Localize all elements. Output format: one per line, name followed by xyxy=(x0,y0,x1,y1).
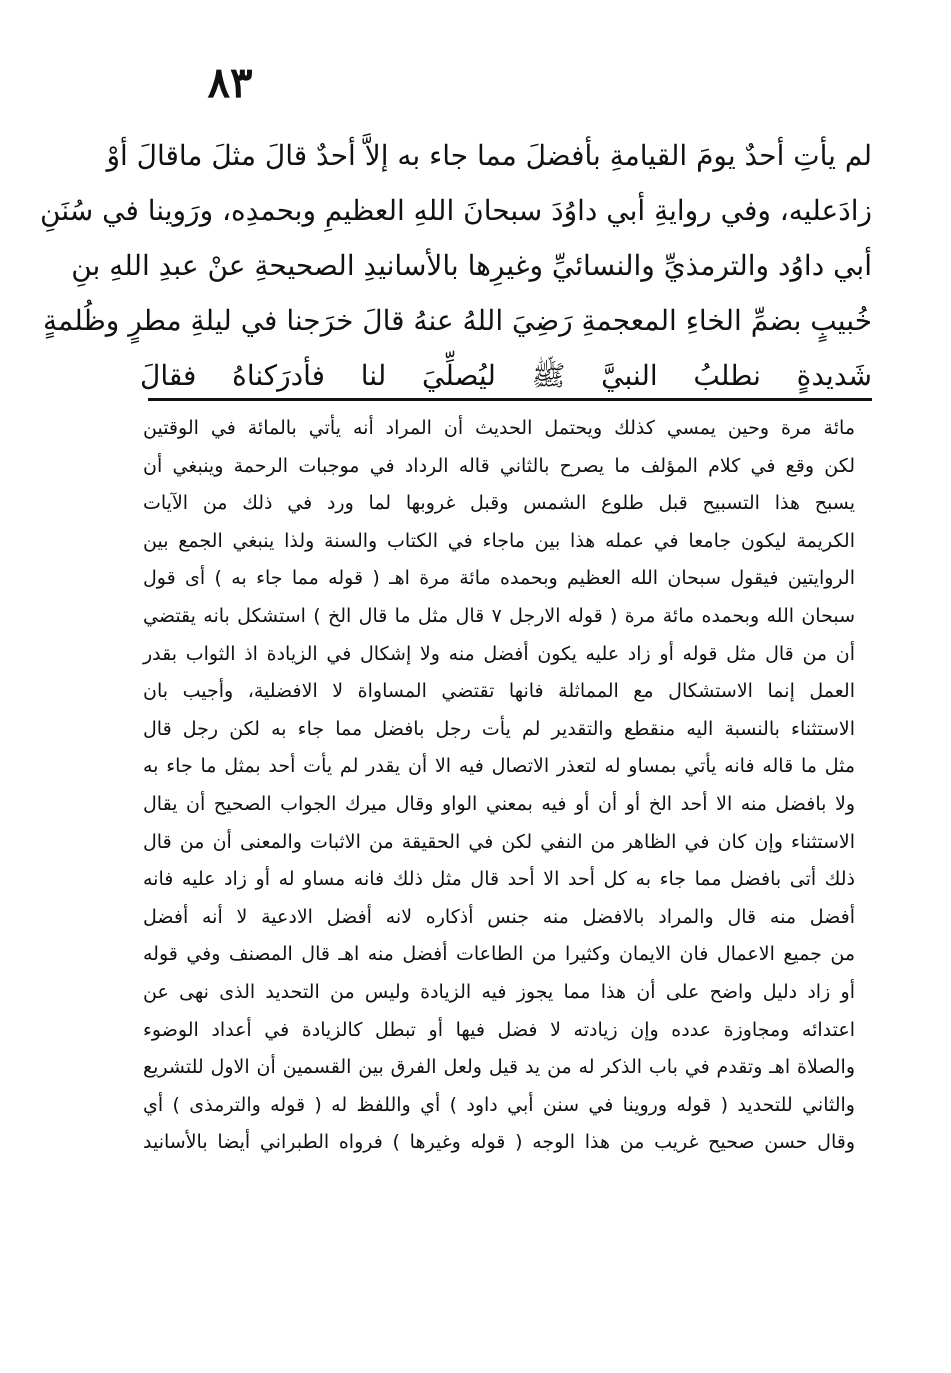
commentary-line: الاستثناء وإن كان في الظاهر من النفي لكن في الحقيقة من الاثبات والمعنى أن من قال xyxy=(143,830,855,853)
commentary-line: ذلك أتى بافضل مما جاء به كل أحد الا أحد قال مثل ذلك فانه مساو له أو زاد عليه فانه xyxy=(143,868,855,891)
commentary-line: لكن وقع في كلام المؤلف ما يصرح بالثاني قاله الرداد في موجبات الرحمة وينبغي أن xyxy=(143,454,855,477)
commentary-line: ولا بافضل منه الا أحد الخ أو أن أو فيه بمعني الواو وقال ميرك الجواب الصحيح أن يقال xyxy=(143,792,855,815)
commentary-line: الكريمة ليكون جامعا في عمله هذا بين ماجاء في الكتاب والسنة ولذا ينبغي الجمع بين xyxy=(143,529,855,552)
commentary-line: الروايتين فيقول سبحان الله العظيم وبحمده مائة مرة اهـ ( قوله مما جاء به ) أى قول xyxy=(143,567,855,590)
page-number: ٨٣ xyxy=(207,58,253,107)
commentary-line: والصلاة اهـ وتقدم في باب الذكر له من يد قيل ولعل الفرق بين القسمين أن الاول للتشريع xyxy=(143,1056,855,1079)
commentary-line: يسبح هذا التسبيح قبل طلوع الشمس وقبل غروبها لما ورد في ذلك من الآيات xyxy=(143,492,855,515)
section-divider xyxy=(148,398,872,401)
commentary-line: سبحان الله وبحمده مائة مرة ( قوله الارجل ٧ قال مثل ما قال الخ ) استشكل بانه يقتضي xyxy=(143,604,855,627)
commentary-text xyxy=(143,410,855,1162)
main-text-line: لم يأتِ أحدٌ يومَ القيامةِ بأفضلَ مما جاء به إلاَّ أحدٌ قالَ مثلَ ماقالَ أوْ xyxy=(106,139,872,172)
main-text-line: خُبيبٍ بضمِّ الخاءِ المعجمةِ رَضِيَ اللهُ عنهُ قالَ خرَجنا في ليلةِ مطرٍ وظُلمةٍ xyxy=(43,304,872,337)
commentary-line: وقال حسن صحيح غريب من هذا الوجه ( قوله وغيرها ) فرواه الطبراني أيضا بالأسانيد xyxy=(143,1131,855,1154)
commentary-line: أن من قال مثل قوله أو زاد عليه يكون أفضل منه ولا إشكال في الزيادة اذ الثواب بقدر xyxy=(143,642,855,665)
commentary-line: أفضل منه قال والمراد بالافضل منه جنس أذكاره لانه أفضل الادعية لا أنه أفضل xyxy=(143,905,855,928)
commentary-line: العمل إنما الاستشكال مع المماثلة فانها تقتضي المساواة لا الافضلية، وأجيب بان xyxy=(143,680,855,703)
commentary-line: مائة مرة وحين يمسي كذلك ويحتمل الحديث أن المراد أنه يأتي بالمائة في الوقتين xyxy=(143,417,855,439)
hadith-main-text xyxy=(40,128,872,403)
commentary-line: اعتدائه ومجاوزة عدده وإن زيادته لا فضل فيها أو تبطل كالزيادة في أعداد الوضوء xyxy=(143,1018,855,1041)
commentary-line: من جميع الاعمال فان الايمان وكثيرا من الطاعات أفضل منه اهـ قال المصنف وفي قوله xyxy=(143,943,855,966)
main-text-line: أبي داوُد والترمذيِّ والنسائيِّ وغيرِها بالأسانيدِ الصحيحةِ عنْ عبدِ اللهِ بنِ xyxy=(71,249,872,282)
commentary-line: أو زاد دليل واضح على أن هذا مما يجوز فيه الزيادة وليس من التحديد الذى نهى عن xyxy=(143,980,855,1003)
commentary-line: الاستثناء بالنسبة اليه منقطع والتقدير لم يأت رجل بافضل مما جاء به لكن رجل قال xyxy=(143,717,855,740)
commentary-line: والثاني للتحديد ( قوله وروينا في سنن أبي داود ) أي واللفظ له ( قوله والترمذى ) أي xyxy=(143,1093,855,1116)
main-text-line: زادَعليه، وفي روايةِ أبي داوُدَ سبحانَ اللهِ العظيمِ وبحمدِه، ورَوينا في سُنَنِ xyxy=(40,194,872,227)
main-text-line: شَديدةٍ نطلبُ النبيَّ ﷺ ليُصلِّيَ لنا فأدرَكناهُ فقالَ xyxy=(140,359,872,392)
commentary-line: مثل ما قاله فانه يأتي بمساو له لتعذر الاتصال فيه الا أن يقدر لم يأت أحد بمثل ما جاء به xyxy=(143,755,855,778)
